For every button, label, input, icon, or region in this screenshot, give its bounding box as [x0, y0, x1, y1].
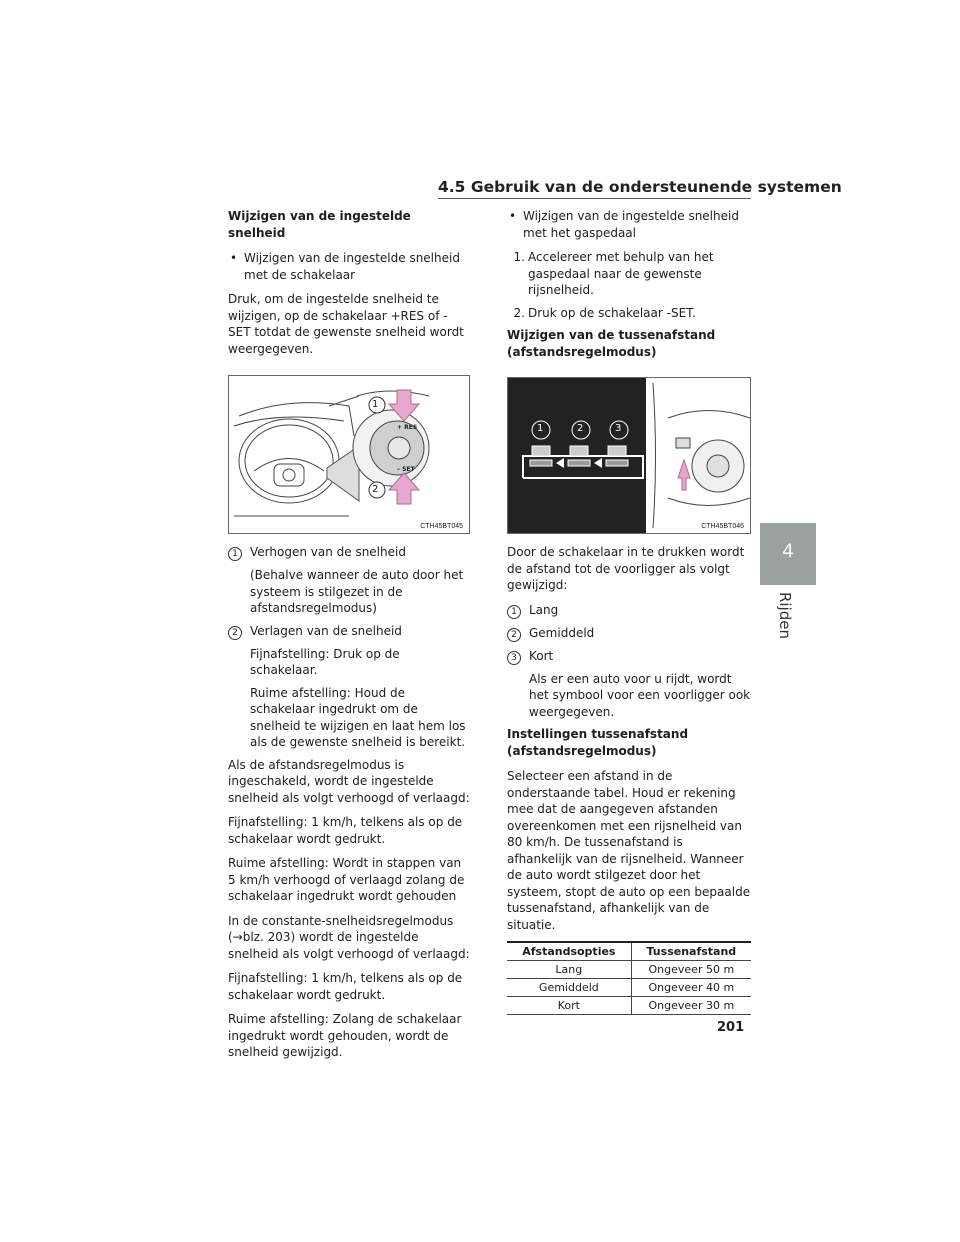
paragraph: Fijnafstelling: 1 km/h, telkens als op de schakelaar wordt gedrukt. — [228, 971, 463, 1002]
list-item-detail: Als er een auto voor u rijdt, wordt het symbool voor een voorligger ook weergegeven. — [529, 671, 751, 719]
table-header: Afstandsopties — [507, 942, 631, 961]
page-header-title: 4.5 Gebruik van de ondersteunende systemen — [438, 178, 842, 196]
paragraph: Als de afstandsregelmodus is ingeschakeld, wordt de ingestelde snelheid als volgt verhoogd of verlaagd: — [228, 757, 470, 805]
list-item: 2 Verlagen van de snelheid — [228, 623, 470, 640]
table-row — [507, 997, 751, 1015]
table-cell: Ongeveer 50 m — [631, 961, 751, 979]
set-label: – SET — [397, 466, 415, 473]
chapter-tab-number: 4 — [781, 540, 795, 562]
figure-code: CTH45BT046 — [701, 523, 744, 530]
distance-display-illustration — [508, 378, 750, 533]
section-heading: Instellingen tussenafstand (afstandsregelmodus) — [507, 727, 689, 758]
step-item: 2. Druk op de schakelaar -SET. — [513, 305, 696, 320]
bullet-item: • Wijzigen van de ingestelde snelheid met het gaspedaal — [509, 209, 739, 240]
list-item: 1 Lang — [507, 602, 751, 619]
list-item-detail: Ruime afstelling: Houd de schakelaar ingedrukt om de snelheid te wijzigen en laat hem los als de gewenste snelheid is bereikt. — [250, 685, 466, 749]
table-cell: Kort — [507, 997, 631, 1015]
section-heading: Wijzigen van de ingestelde snelheid — [228, 209, 411, 240]
callout-2: 2 — [577, 423, 584, 434]
paragraph: Door de schakelaar in te drukken wordt de afstand tot de voorligger als volgt gewijzigd: — [507, 545, 745, 592]
table-cell: Ongeveer 40 m — [631, 979, 751, 997]
paragraph: Fijnafstelling: 1 km/h, telkens als op de schakelaar wordt gedrukt. — [228, 815, 463, 846]
paragraph: Ruime afstelling: Zolang de schakelaar ingedrukt wordt gehouden, wordt de snelheid gewijzigd. — [228, 1012, 462, 1059]
list-item: 2 Gemiddeld — [507, 625, 751, 642]
paragraph: Druk, om de ingestelde snelheid te wijzigen, op de schakelaar +RES of -SET totdat de gewenste snelheid wordt weergegeven. — [228, 292, 464, 356]
number-circle: 2 — [228, 626, 242, 640]
distance-table — [507, 941, 751, 1015]
steering-wheel-illustration — [229, 376, 469, 533]
table-header: Tussenafstand — [631, 942, 751, 961]
number-circle: 3 — [507, 651, 521, 665]
res-label: + RES — [397, 424, 418, 431]
paragraph: In de constante-snelheidsregelmodus (→blz. 203) wordt de ingestelde snelheid als volgt verhoogd of verlaagd: — [228, 913, 470, 961]
table-row — [507, 979, 751, 997]
table-cell: Gemiddeld — [507, 979, 631, 997]
list-item: 1 Verhogen van de snelheid — [228, 544, 470, 561]
table-cell: Lang — [507, 961, 631, 979]
number-circle: 2 — [507, 628, 521, 642]
callout-1: 1 — [537, 423, 544, 434]
callout-1: 1 — [372, 399, 379, 410]
section-heading: Wijzigen van de tussenafstand (afstandsregelmodus) — [507, 328, 716, 359]
list-item-detail: Fijnafstelling: Druk op de schakelaar. — [250, 646, 400, 677]
number-circle: 1 — [228, 547, 242, 561]
list-item-detail: (Behalve wanneer de auto door het systeem is stilgezet in de afstandsregelmodus) — [250, 568, 464, 615]
number-circle: 1 — [507, 605, 521, 619]
header-rule — [438, 198, 751, 199]
figure-distance-switch — [507, 377, 751, 534]
callout-3: 3 — [615, 423, 622, 434]
paragraph: Ruime afstelling: Wordt in stappen van 5 km/h verhoogd of verlaagd zolang de schakelaar ingedrukt wordt gehouden — [228, 856, 465, 903]
bullet-item: • Wijzigen van de ingestelde snelheid met de schakelaar — [230, 251, 460, 282]
callout-2: 2 — [372, 484, 379, 495]
paragraph: Selecteer een afstand in de onderstaande tabel. Houd er rekening mee dat de aangegeven afstanden overeenkomen met een rijsnelheid van 80 km/h. De tussenafstand is afhankelijk van de rijsnelheid. Wanneer de auto wordt stilgezet door het systeem, stopt de auto op een bepaalde tussenafstand, afhankelijk van de situatie. — [507, 769, 751, 932]
figure-cruise-switch — [228, 375, 470, 534]
table-cell: Ongeveer 30 m — [631, 997, 751, 1015]
chapter-tab-label: Rijden — [776, 592, 794, 640]
list-item: 3 Kort — [507, 648, 751, 665]
figure-code: CTH45BT045 — [420, 523, 463, 530]
page-number: 201 — [717, 1020, 745, 1035]
step-item: 1. Accelereer met behulp van het gaspedaal naar de gewenste rijsnelheid. — [513, 250, 714, 297]
table-row — [507, 961, 751, 979]
right-column — [507, 208, 751, 1015]
left-column — [228, 208, 470, 1069]
